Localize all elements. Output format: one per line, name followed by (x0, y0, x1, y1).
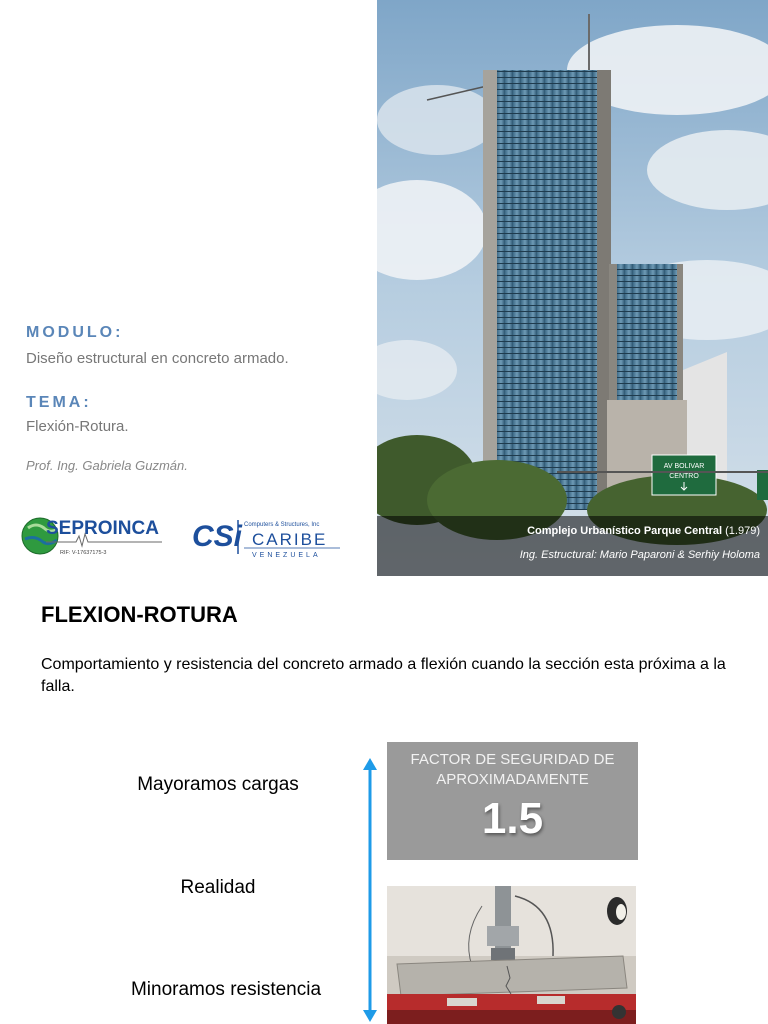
towers-illustration (377, 0, 768, 576)
modulo-heading: MODULO: (26, 324, 124, 341)
road-sign-line1: AV BOLIVAR (663, 463, 705, 470)
label-realidad: Realidad (180, 877, 256, 898)
road-sign-line2: CENTRO (669, 473, 699, 480)
safety-factor-value: 1.5 (481, 794, 544, 843)
safety-factor-text: FACTOR DE SEGURIDAD DE APROXIMADAMENTE (410, 751, 615, 788)
csi-caribe-logo (190, 516, 342, 560)
beam-test-illustration (387, 886, 636, 1024)
csi-tagline: Computers & Structures, Inc (244, 522, 320, 528)
photo-caption (377, 516, 768, 576)
safety-factor-box (387, 742, 638, 860)
csi-caribe: CARIBE (252, 530, 328, 549)
seproinca-rif: RIF: V-17637175-3 (60, 550, 107, 556)
caption-title-text: Complejo Urbanístico Parque Central (527, 525, 723, 537)
beam-test-photo (387, 886, 636, 1024)
seproinca-wordmark: SEPROINCA (46, 518, 159, 539)
section-description: Comportamiento y resistencia del concreto armado a flexión cuando la sección esta próxima a la falla. (41, 656, 726, 695)
content-slide (0, 576, 768, 1024)
csi-country: VENEZUELA (252, 552, 321, 559)
parque-central-photo (377, 0, 768, 576)
double-arrow-icon (360, 756, 380, 1024)
caption-title (527, 525, 760, 537)
seproinca-logo (20, 512, 180, 560)
label-mayoramos: Mayoramos cargas (137, 774, 299, 795)
label-minoramos: Minoramos resistencia (130, 979, 322, 1000)
tema-heading: TEMA: (26, 394, 92, 411)
tema-text: Flexión-Rotura. (26, 418, 129, 435)
caption-engineer: Ing. Estructural: Mario Paparoni & Serhiy Holoma (519, 549, 760, 561)
professor-name: Prof. Ing. Gabriela Guzmán. (26, 458, 188, 473)
section-title: FLEXION-ROTURA (41, 602, 238, 627)
caption-year: (1.979) (725, 525, 760, 537)
csi-mark: CSi (192, 520, 243, 553)
modulo-text: Diseño estructural en concreto armado. (26, 350, 289, 367)
